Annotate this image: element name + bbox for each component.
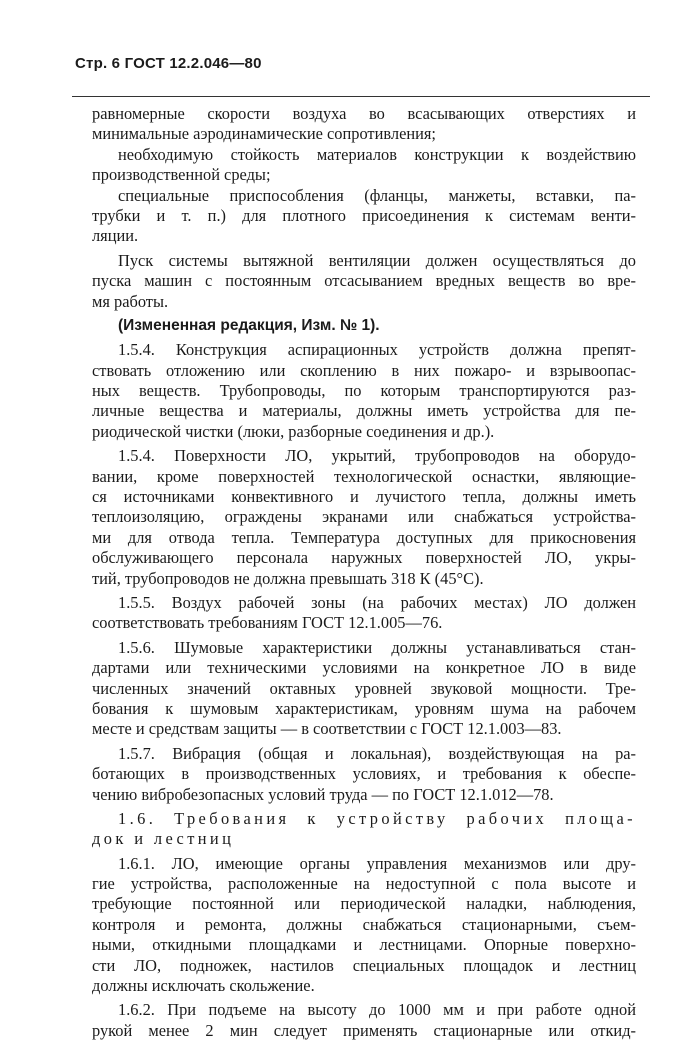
text-line: минимальные аэродинамические сопротивления; xyxy=(92,124,436,144)
text-line: теплоизоляцию, ограждены экранами или снабжаться устройства- xyxy=(92,507,636,527)
text-line: дартами или техническими условиями на конкретное ЛО в виде xyxy=(92,658,636,678)
text-line: ляции. xyxy=(92,226,139,246)
text-line: 1.5.7. Вибрация (общая и локальная), воздействующая на ра- xyxy=(118,743,636,763)
text-line: обслуживающего персонала наружных поверхностей ЛО, укры- xyxy=(92,548,636,568)
text-line: риодической чистки (люки, разборные соединения и др.). xyxy=(92,421,495,441)
text-line: гие устройства, расположенные на недоступной с пола высоте и xyxy=(92,874,636,894)
text-line: месте и средствам защиты — в соответствии с ГОСТ 12.1.003—83. xyxy=(92,719,562,739)
section-heading: 1.6. Требования к устройству рабочих площа- xyxy=(118,808,636,828)
text-line: вании, кроме поверхностей технологической оснастки, являющие- xyxy=(92,466,636,486)
text-line: 1.5.5. Воздух рабочей зоны (на рабочих местах) ЛО должен xyxy=(118,592,636,612)
text-line: пуска машин с постоянным отсасыванием вредных веществ во вре- xyxy=(92,271,636,291)
text-line: Пуск системы вытяжной вентиляции должен осуществляться до xyxy=(118,250,636,270)
text-line: мя работы. xyxy=(92,291,169,311)
text-line: численных значений октавных уровней звуковой мощности. Тре- xyxy=(92,678,636,698)
text-line: должны исключать скольжение. xyxy=(92,976,315,996)
text-line: 1.5.4. Конструкция аспирационных устройств должна препят- xyxy=(118,340,636,360)
text-line: контроля и ремонта, должны снабжаться стационарными, съем- xyxy=(92,914,636,934)
text-line: ствовать отложению или скоплению в них пожаро- и взрывоопас- xyxy=(92,360,636,380)
section-heading: док и лестниц xyxy=(92,829,235,849)
text-line: личные вещества и материалы, должны иметь устройства для пе- xyxy=(92,401,636,421)
text-line: 1.6.1. ЛО, имеющие органы управления механизмов или дру- xyxy=(118,853,636,873)
text-line: сти ЛО, подножек, настилов специальных площадок и лестниц xyxy=(92,955,636,975)
header-rule xyxy=(72,96,650,97)
text-line: 1.5.4. Поверхности ЛО, укрытий, трубопроводов на оборудо- xyxy=(118,446,636,466)
text-line: 1.5.6. Шумовые характеристики должны устанавливаться стан- xyxy=(118,637,636,657)
text-line: ми для отвода тепла. Температура доступных для прикосновения xyxy=(92,527,636,547)
text-line: ся источниками конвективного и лучистого тепла, должны иметь xyxy=(92,487,636,507)
text-line: бования к шумовым характеристикам, уровням шума на рабочем xyxy=(92,698,636,718)
text-line: чению вибробезопасных условий труда — по ГОСТ 12.1.012—78. xyxy=(92,784,554,804)
page-header: Стр. 6 ГОСТ 12.2.046—80 xyxy=(75,55,262,72)
document-body xyxy=(92,104,636,1041)
text-line: производственной среды; xyxy=(92,165,271,185)
text-line: ными, откидными площадками и лестницами. Опорные поверхно- xyxy=(92,935,636,955)
text-line: соответствовать требованиям ГОСТ 12.1.005—76. xyxy=(92,613,443,633)
amendment-note: (Измененная редакция, Изм. № 1). xyxy=(118,316,380,334)
text-line: равномерные скорости воздуха во всасывающих отверстиях и xyxy=(92,104,636,123)
text-line: рукой менее 2 мин следует применять стационарные или откид- xyxy=(92,1020,636,1040)
text-line: тий, трубопроводов не должна превышать 318 К (45°С). xyxy=(92,568,484,588)
text-line: трубки и т. п.) для плотного присоединения к системам венти- xyxy=(92,205,636,225)
text-line: 1.6.2. При подъеме на высоту до 1000 мм и при работе одной xyxy=(118,1000,636,1020)
text-line: ных веществ. Трубопроводы, по которым транспортируются раз- xyxy=(92,381,636,401)
text-line: специальные приспособления (фланцы, манжеты, вставки, па- xyxy=(118,185,636,205)
text-line: требующие постоянной или периодической наладки, наблюдения, xyxy=(92,894,636,914)
text-line: ботающих в производственных условиях, и требования к обеспе- xyxy=(92,764,636,784)
text-line: необходимую стойкость материалов конструкции к воздействию xyxy=(118,144,636,164)
